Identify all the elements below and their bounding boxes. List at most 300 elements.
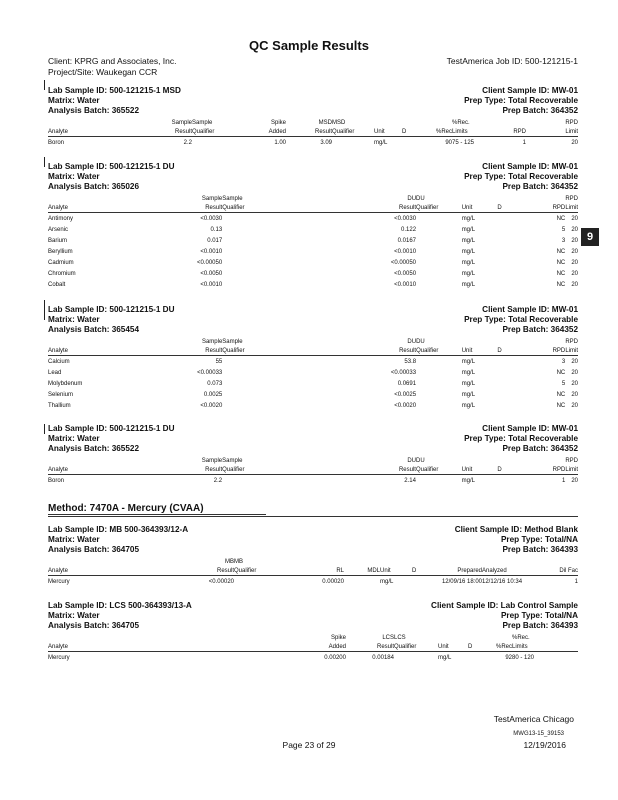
table-cell: <0.0010 [200,281,223,288]
table-cell: mg/L [461,281,476,288]
table-cell: %Rec [484,642,512,652]
table-cell: 3 [561,237,566,244]
table-cell: <0.0010 [394,281,417,288]
table-cell: 75 - 125 [452,139,475,146]
table-cell: RPD [552,347,566,354]
table-cell: 20 [571,237,578,244]
table-cell: Analyte [48,203,180,213]
table-cell: 0.0025 [203,391,223,398]
table-cell [416,257,462,268]
table-cell: NC [556,402,566,409]
table-cell [222,475,370,487]
table-cell [416,475,462,487]
matrix: Matrix: Water [48,434,100,443]
table-cell: 12/12/16 10:34 [482,578,523,585]
results-table [48,118,578,148]
table-cell: 20 [571,380,578,387]
table-cell: Result [180,203,222,213]
analysis-batch: Analysis Batch: 365454 [48,325,140,334]
table-cell: mg/L [461,215,476,222]
table-cell [497,356,527,368]
table-cell [527,465,553,475]
table-cell: Barium [48,237,68,244]
table-cell [462,194,498,203]
table-cell [402,118,424,127]
table-cell [497,194,527,203]
table-cell: DU [415,457,425,464]
table-cell [527,400,553,411]
page-title: QC Sample Results [249,38,369,53]
table-cell: mg/L [461,477,475,484]
table-cell: Analyte [48,642,156,652]
results-table [48,633,578,663]
table-cell: Unit [438,642,468,652]
analysis-batch: Analysis Batch: 364705 [48,621,140,630]
matrix: Matrix: Water [48,315,100,324]
table-cell: mg/L [461,237,476,244]
table-cell [497,268,527,279]
table-cell: DU [407,195,417,202]
table-cell: MDL [344,566,380,576]
table-cell: <0.0030 [200,215,223,222]
table-cell: Dil Fac [552,566,578,576]
table-cell [416,389,462,400]
prep-type: Prep Type: Total Recoverable [464,172,578,181]
table-cell [416,224,462,235]
table-cell [416,246,462,257]
table-cell: Qualifier [416,203,462,213]
table-cell [416,400,462,411]
table-cell: 3.09 [320,139,332,146]
table-cell [568,652,578,664]
table-cell: D [497,465,527,475]
table-header-row [48,203,578,213]
table-row [48,213,578,225]
table-cell [344,576,380,588]
table-cell: Limit [526,127,578,137]
table-cell: <0.0010 [394,248,417,255]
table-cell: MSD [318,119,332,126]
method-heading: Method: 7470A - Mercury (CVAA) [48,503,266,515]
table-cell: RPD [565,338,578,345]
table-cell [497,475,527,487]
table-cell: mg/L [461,369,476,376]
table-cell [527,346,553,356]
table-cell: 0.00184 [372,654,394,661]
table-cell [497,389,527,400]
table-cell [552,557,578,566]
client-sample-id: Client Sample ID: MW-01 [482,86,578,95]
table-cell: 0.0691 [397,380,417,387]
table-cell: Beryllium [48,248,73,255]
table-cell: DU [407,338,417,345]
analysis-batch: Analysis Batch: 365522 [48,444,140,453]
table-cell: 1 [522,139,526,146]
section-tab: 9 [581,228,599,246]
table-cell: RPD [552,204,566,211]
table-cell [497,257,527,268]
table-cell: D [402,127,424,137]
table-cell: 0.00200 [324,654,346,661]
table-cell: 0.00020 [322,578,344,585]
table-cell: <0.00050 [197,259,223,266]
table-cell [48,456,180,465]
table-cell: Qualifier [394,642,438,652]
table-header-row [48,194,578,203]
table-cell [527,213,553,225]
table-cell: Sample [171,119,192,126]
table-cell: 1.00 [274,139,286,146]
table-cell: Lead [48,369,62,376]
table-cell [527,456,553,465]
table-cell: NC [556,215,566,222]
client-sample-id: Client Sample ID: MW-01 [482,424,578,433]
table-cell: DU [416,338,425,345]
table-cell: Unit [380,566,412,576]
client-sample-id: Client Sample ID: Lab Control Sample [431,601,578,610]
table-cell [234,576,284,588]
table-cell: Added [296,642,346,652]
table-row [48,257,578,268]
table-cell: <0.00033 [197,369,223,376]
table-cell: Sample [192,119,213,126]
table-cell: 12/09/16 18:00 [441,578,482,585]
table-cell: 55 [215,358,223,365]
table-cell: DU [416,195,425,202]
table-cell: 5 [561,380,566,387]
table-header-row [48,465,578,475]
table-cell [568,633,578,642]
analysis-batch: Analysis Batch: 365522 [48,106,140,115]
table-cell: 2.2 [183,139,192,146]
table-cell [48,118,156,127]
table-cell: 20 [571,369,578,376]
table-cell [344,557,380,566]
table-cell: Arsenic [48,226,69,233]
table-cell [412,576,432,588]
table-cell: Result [346,642,394,652]
table-cell: Qualifier [222,346,370,356]
table-row [48,224,578,235]
table-cell: 20 [571,358,578,365]
table-cell: mg/L [374,139,388,146]
table-cell [416,367,462,378]
table-cell [156,633,296,642]
table-cell: mg/L [438,654,452,661]
table-header-row [48,557,578,566]
table-cell [48,633,156,642]
table-header-row [48,642,578,652]
lab-sample-id: Lab Sample ID: LCS 500-364393/13-A [48,601,192,610]
table-cell: %Rec. [452,119,470,126]
table-cell: Qualifier [222,203,370,213]
table-cell [432,557,482,566]
prep-type: Prep Type: Total Recoverable [464,434,578,443]
table-cell: Qualifier [416,346,462,356]
lab-sample-id: Lab Sample ID: 500-121215-1 DU [48,162,175,171]
table-cell [462,337,498,346]
table-cell [374,118,402,127]
table-cell: 2.2 [213,477,223,484]
matrix: Matrix: Water [48,535,100,544]
table-cell: Molybdenum [48,380,83,387]
table-cell: MB [234,558,243,565]
table-cell: NC [556,270,566,277]
table-cell: 20 [571,270,578,277]
prep-batch: Prep Batch: 364393 [502,545,578,554]
table-cell [553,194,566,203]
analysis-batch: Analysis Batch: 365026 [48,182,140,191]
table-cell: Spike [270,119,286,126]
client-sample-id: Client Sample ID: MW-01 [482,305,578,314]
table-cell [527,203,553,213]
table-row [48,378,578,389]
table-cell: mg/L [461,391,476,398]
table-cell: RPD [565,195,578,202]
table-cell: Unit [462,465,498,475]
table-row [48,235,578,246]
table-cell: 20 [571,215,578,222]
table-cell: LCS [394,634,406,641]
table-cell [527,378,553,389]
table-cell [222,246,370,257]
table-cell [402,137,424,149]
table-cell: D [468,642,484,652]
table-cell [222,389,370,400]
table-cell [490,118,526,127]
table-header-row [48,118,578,127]
table-cell: NC [556,391,566,398]
table-cell: 5 [561,226,566,233]
table-cell [416,213,462,225]
table-cell: Limits [512,642,568,652]
table-cell [482,557,552,566]
table-cell: D [412,566,432,576]
table-cell: 3 [561,358,566,365]
table-cell [497,378,527,389]
section-bracket [44,157,45,167]
prep-type: Prep Type: Total/NA [500,535,578,544]
table-cell: Result [181,346,223,356]
table-cell: NC [556,369,566,376]
table-header-row [48,346,578,356]
table-cell: Cadmium [48,259,74,266]
table-cell: <0.0020 [394,402,417,409]
table-row [48,475,578,487]
table-cell: Limit [565,347,578,354]
table-cell [394,652,438,664]
footer-page: Page 23 of 29 [282,740,336,750]
table-cell [222,268,370,279]
matrix: Matrix: Water [48,611,100,620]
table-cell: Chromium [48,270,76,277]
table-cell: Cobalt [48,281,66,288]
table-cell: Mercury [48,578,70,585]
table-row [48,279,578,290]
section-bracket [44,80,45,90]
table-cell: MB [225,558,234,565]
table-cell [192,137,240,149]
table-cell [468,633,484,642]
table-cell: Qualifier [416,465,462,475]
table-cell: Result [286,127,332,137]
lab-sample-id: Lab Sample ID: 500-121215-1 MSD [48,86,181,95]
prep-type: Prep Type: Total Recoverable [464,96,578,105]
client-sample-id: Client Sample ID: MW-01 [482,162,578,171]
table-cell [424,118,452,127]
table-cell: LCS [382,634,394,641]
table-cell: mg/L [461,402,476,409]
table-cell [497,279,527,290]
table-cell: Thallium [48,402,71,409]
table-cell [497,213,527,225]
prep-type: Prep Type: Total/NA [500,611,578,620]
table-cell: MSD [332,119,346,126]
table-cell: mg/L [461,248,476,255]
table-cell: DU [407,457,416,464]
prep-batch: Prep Batch: 364352 [502,106,578,115]
footer-company: TestAmerica Chicago [493,714,574,724]
table-cell [462,456,498,465]
table-cell: mg/L [461,358,476,365]
table-cell [497,337,527,346]
results-table [48,557,578,587]
table-cell: mg/L [461,380,476,387]
table-row [48,389,578,400]
table-cell [527,475,553,487]
table-cell: <0.0050 [200,270,223,277]
table-header-row [48,337,578,346]
table-cell: mg/L [461,259,476,266]
client-sample-id: Client Sample ID: Method Blank [454,525,578,534]
table-cell: 53.8 [404,358,417,365]
table-cell: 92 [505,654,512,661]
table-cell [497,456,527,465]
table-cell [527,246,553,257]
table-cell [527,194,553,203]
table-cell [416,235,462,246]
table-cell: Qualifier [222,465,370,475]
table-cell: <0.00020 [208,578,234,585]
table-cell [222,235,370,246]
table-cell [497,235,527,246]
table-cell [527,367,553,378]
table-cell: NC [556,248,566,255]
table-cell: RPD [552,466,566,473]
footer-code: MWG13-15_39153 [513,731,564,737]
table-cell: Result [370,346,416,356]
table-cell: 90 [445,139,452,146]
table-cell: Unit [462,203,498,213]
table-row [48,268,578,279]
table-cell [484,633,512,642]
table-cell: <0.0010 [200,248,223,255]
table-cell [468,652,484,664]
table-cell [48,194,180,203]
table-cell [553,337,566,346]
table-header-row [48,456,578,465]
table-cell [156,652,296,664]
table-cell: 0.017 [207,237,223,244]
table-row [48,400,578,411]
table-cell: Unit [462,346,498,356]
table-cell: 20 [571,402,578,409]
table-header-row [48,566,578,576]
table-cell [497,367,527,378]
table-row [48,246,578,257]
table-cell [284,557,344,566]
table-cell: Mercury [48,654,70,661]
table-cell: Sample [201,195,223,202]
table-cell: 0.073 [207,380,223,387]
lab-sample-id: Lab Sample ID: 500-121215-1 DU [48,305,175,314]
table-cell: Result [156,127,192,137]
table-cell: Analyte [48,127,156,137]
matrix: Matrix: Water [48,172,100,181]
table-cell [222,378,370,389]
table-row [48,652,578,664]
table-cell [497,246,527,257]
lab-sample-id: Lab Sample ID: MB 500-364393/12-A [48,525,189,534]
results-table [48,337,578,411]
table-cell: Result [168,566,234,576]
section-bracket [44,424,45,434]
table-cell: 0.122 [401,226,417,233]
prep-batch: Prep Batch: 364352 [502,325,578,334]
prep-type: Prep Type: Total Recoverable [464,315,578,324]
table-cell: 20 [571,477,578,484]
table-cell: Boron [48,477,65,484]
table-cell: %Rec [424,127,452,137]
job-id: TestAmerica Job ID: 500-121215-1 [446,56,578,66]
table-cell: Sample [222,457,243,464]
section-bracket [44,300,45,320]
method-divider [48,516,578,517]
table-cell [222,400,370,411]
table-row [48,356,578,368]
table-cell: <0.0020 [200,402,223,409]
prep-batch: Prep Batch: 364352 [502,444,578,453]
table-cell: <0.0025 [394,391,417,398]
table-cell: Calcium [48,358,70,365]
table-cell: Analyte [48,465,180,475]
table-cell: Selenium [48,391,74,398]
table-cell [222,279,370,290]
project-site: Project/Site: Waukegan CCR [48,67,158,77]
table-cell: <0.0030 [394,215,417,222]
prep-batch: Prep Batch: 364393 [502,621,578,630]
table-cell [156,642,296,652]
table-cell [222,356,370,368]
analysis-batch: Analysis Batch: 364705 [48,545,140,554]
table-cell [497,400,527,411]
table-cell: Analyte [48,346,181,356]
table-cell: 20 [571,226,578,233]
table-cell: mg/L [380,578,394,585]
results-table [48,456,578,486]
table-cell: Sample [222,195,243,202]
table-cell [222,213,370,225]
table-cell: D [497,203,527,213]
table-cell [527,257,553,268]
table-cell: 20 [571,259,578,266]
table-cell: RL [284,566,344,576]
table-cell: 20 [571,391,578,398]
table-cell [48,337,181,346]
table-cell [553,456,566,465]
table-cell [416,279,462,290]
table-cell: 2.14 [404,477,416,484]
